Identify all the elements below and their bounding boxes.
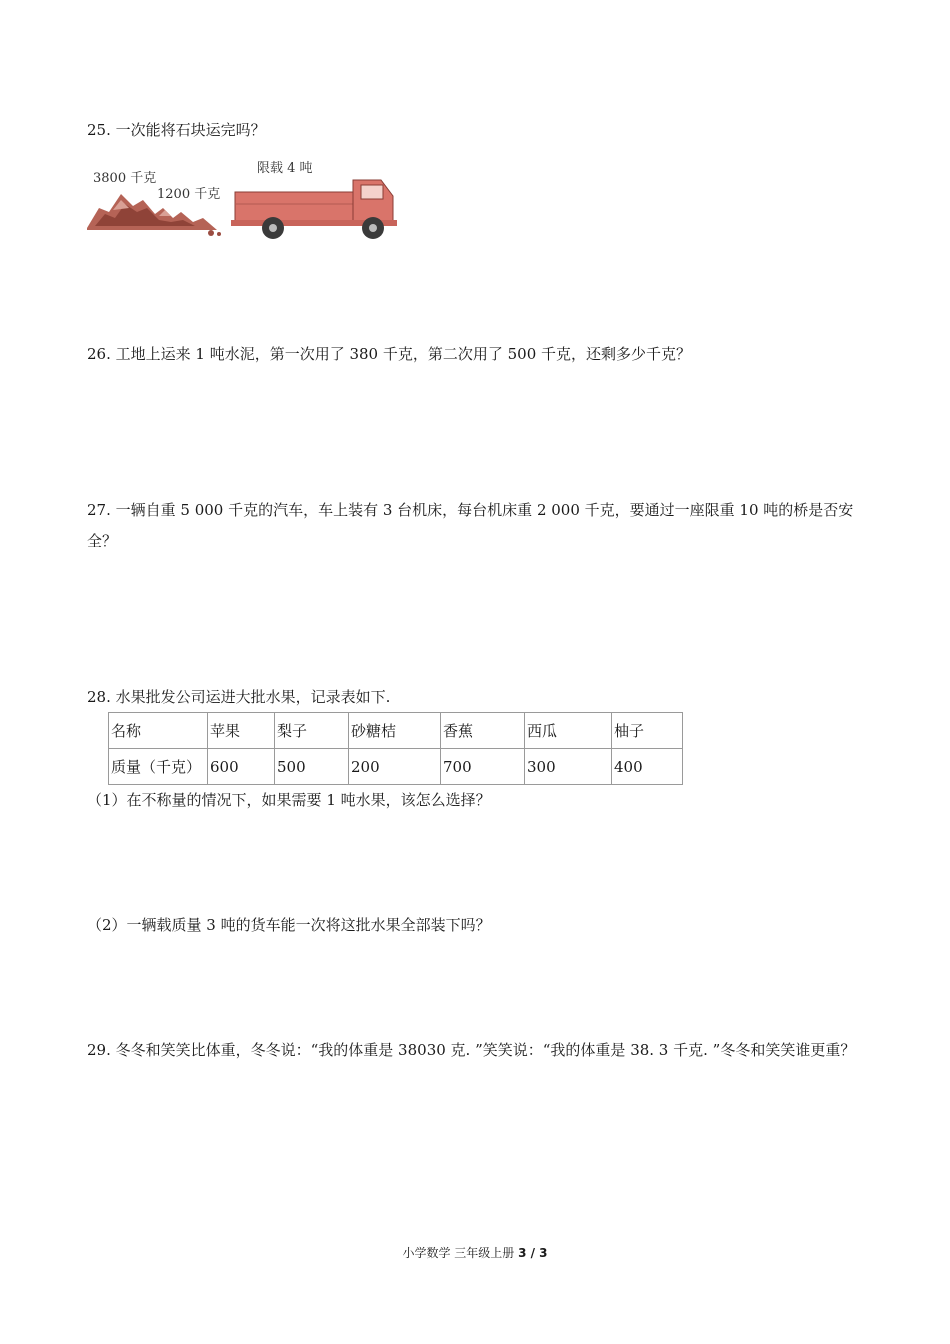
truck-limit-label: 限载 4 吨 xyxy=(257,161,313,176)
page-footer xyxy=(0,1244,950,1261)
question-26: 26. 工地上运来 1 吨水泥，第一次用了 380 千克，第二次用了 500 千克，还剩多少千克？ xyxy=(87,345,692,363)
table-cell: 西瓜 xyxy=(525,713,612,749)
table-cell: 600 xyxy=(208,749,275,785)
question-25: 25. 一次能将石块运完吗？ xyxy=(87,121,266,139)
table-cell: 300 xyxy=(525,749,612,785)
table-header-row xyxy=(109,713,683,749)
table-row xyxy=(109,749,683,785)
table-cell: 名称 xyxy=(109,713,208,749)
footer-subject: 小学数学 三年级上册 xyxy=(402,1246,519,1260)
table-cell: 质量（千克） xyxy=(109,749,208,785)
question-28-part-1: （1）在不称量的情况下，如果需要 1 吨水果，该怎么选择？ xyxy=(87,791,491,809)
table-cell: 700 xyxy=(441,749,525,785)
question-29: 29. 冬冬和笑笑比体重，冬冬说：“我的体重是 38030 克. ”笑笑说：“我的体重是 38. 3 千克. ”冬冬和笑笑谁更重？ xyxy=(87,1041,856,1059)
table-cell: 苹果 xyxy=(208,713,275,749)
table-cell: 砂糖桔 xyxy=(349,713,441,749)
rock-weight-label-1: 3800 千克 xyxy=(93,171,157,186)
question-28: 28. 水果批发公司运进大批水果，记录表如下. xyxy=(87,688,391,706)
table-cell: 500 xyxy=(275,749,349,785)
table-cell: 200 xyxy=(349,749,441,785)
question-28-part-2: （2）一辆载质量 3 吨的货车能一次将这批水果全部装下吗？ xyxy=(87,916,491,934)
rock-weight-label-2: 1200 千克 xyxy=(157,187,221,202)
truck-icon xyxy=(231,180,397,239)
table-cell: 柚子 xyxy=(612,713,683,749)
page-number: 3 / 3 xyxy=(518,1246,548,1260)
table-cell: 香蕉 xyxy=(441,713,525,749)
table-cell: 梨子 xyxy=(275,713,349,749)
rocks-truck-illustration xyxy=(85,150,405,245)
fruit-weight-table xyxy=(108,712,683,785)
question-27: 27. 一辆自重 5 000 千克的汽车，车上装有 3 台机床，每台机床重 2 000 千克，要通过一座限重 10 吨的桥是否安全？ xyxy=(87,501,854,550)
table-cell: 400 xyxy=(612,749,683,785)
